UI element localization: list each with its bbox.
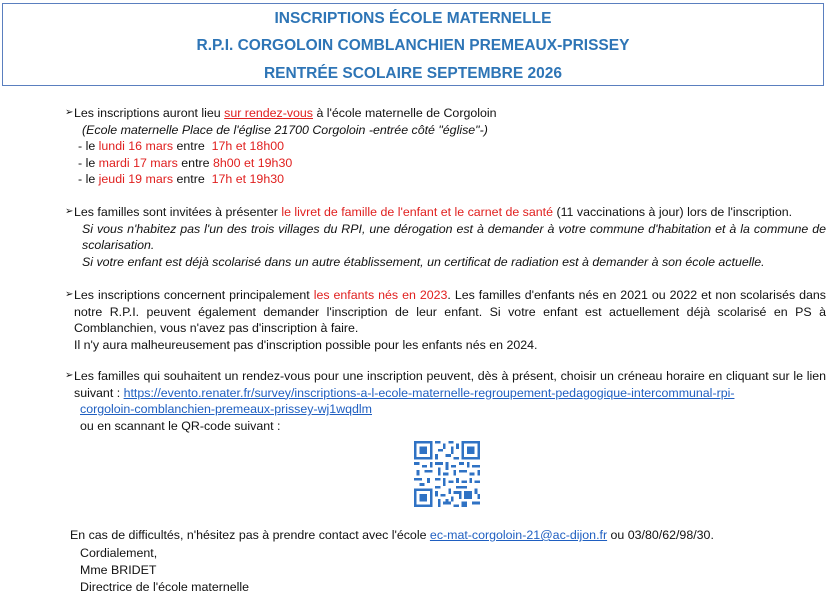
arrow-bullet-icon: ➢ [65,107,74,118]
title-box [2,3,824,86]
section2-text: Les familles sont invitées à présenter [74,205,282,219]
signature-role: Directrice de l'école maternelle [80,580,250,594]
date-line-2: - le mardi 17 mars entre 8h00 et 19h30 [78,155,293,170]
section2-emphasis: le livret de famille de l'enfant et le carnet de santé [281,205,553,219]
school-address: (Ecole maternelle Place de l'église 21700 Corgoloin -entrée côté "église"-) [82,122,488,137]
arrow-bullet-icon: ➢ [65,206,74,217]
section-appointments [65,105,826,188]
arrow-bullet-icon: ➢ [65,370,74,381]
phone-text: ou 03/80/62/98/30. [607,528,714,542]
qr-code-icon[interactable] [414,441,480,507]
section2-text-end: (11 vaccinations à jour) lors de l'inscription. [553,205,793,219]
title-line-1: INSCRIPTIONS ÉCOLE MATERNELLE [274,10,552,27]
section-eligibility [65,287,826,353]
arrow-bullet-icon: ➢ [65,289,74,300]
section3-text-end: . Les familles d'enfants nés en 2021 ou 2022 et non scolarisés dans notre R.P.I. peuvent également demander l'inscription de leur enfant. Si votre enfant est actuellement déjà scolarisé en PS à Comblanchien, vous n'avez pas d'inscription à faire. [74,288,826,335]
date-line-3: - le jeudi 19 mars entre 17h et 19h30 [78,172,284,186]
qr-instruction: ou en scannant le QR-code suivant : [80,418,281,433]
date-line-1: - le lundi 16 mars entre 17h et 18h00 [78,139,284,153]
section1-intro-text-end: à l'école maternelle de Corgoloin [313,106,497,120]
section1-intro-text: Les inscriptions auront lieu [74,106,225,120]
section3-emphasis: les enfants nés en 2023 [313,288,448,302]
title-line-2: R.P.I. CORGOLOIN COMBLANCHIEN PREMEAUX-PRISSEY [196,37,630,54]
signature-name: Mme BRIDET [80,563,157,577]
section4-text: Les familles qui souhaitent un rendez-vous pour une inscription peuvent, dès à présent, choisir un créneau horaire en cliquant sur le lien suivant : [74,369,826,400]
regards: Cordialement, [80,546,158,560]
section-online-booking [65,368,826,434]
title-line-3: RENTRÉE SCOLAIRE SEPTEMBRE 2026 [263,65,562,82]
derogation-note: Si vous n'habitez pas l'un des trois villages du RPI, une dérogation est à demander à votre commune d'habitation et à la commune de scolarisation. [82,221,826,252]
section3-note: Il n'y aura malheureusement pas d'inscription possible pour les enfants nés en 2024. [74,337,538,352]
section1-intro-emphasis: sur rendez-vous [224,106,313,120]
contact-line [70,527,714,544]
booking-link-continued[interactable]: corgoloin-comblanchien-premeaux-prissey-wj1wqdlm [80,402,372,416]
section-documents [65,204,826,270]
section3-text: Les inscriptions concernent principalement [74,288,314,302]
radiation-note: Si votre enfant est déjà scolarisé dans un autre établissement, un certificat de radiation est à demander à son école actuelle. [82,254,765,269]
contact-text: En cas de difficultés, n'hésitez pas à prendre contact avec l'école [70,528,430,542]
email-link[interactable]: ec-mat-corgoloin-21@ac-dijon.fr [429,528,608,542]
booking-link[interactable]: https://evento.renater.fr/survey/inscriptions-a-l-ecole-maternelle-regroupement-pedagogique-intercommunal-rpi- [123,385,735,400]
